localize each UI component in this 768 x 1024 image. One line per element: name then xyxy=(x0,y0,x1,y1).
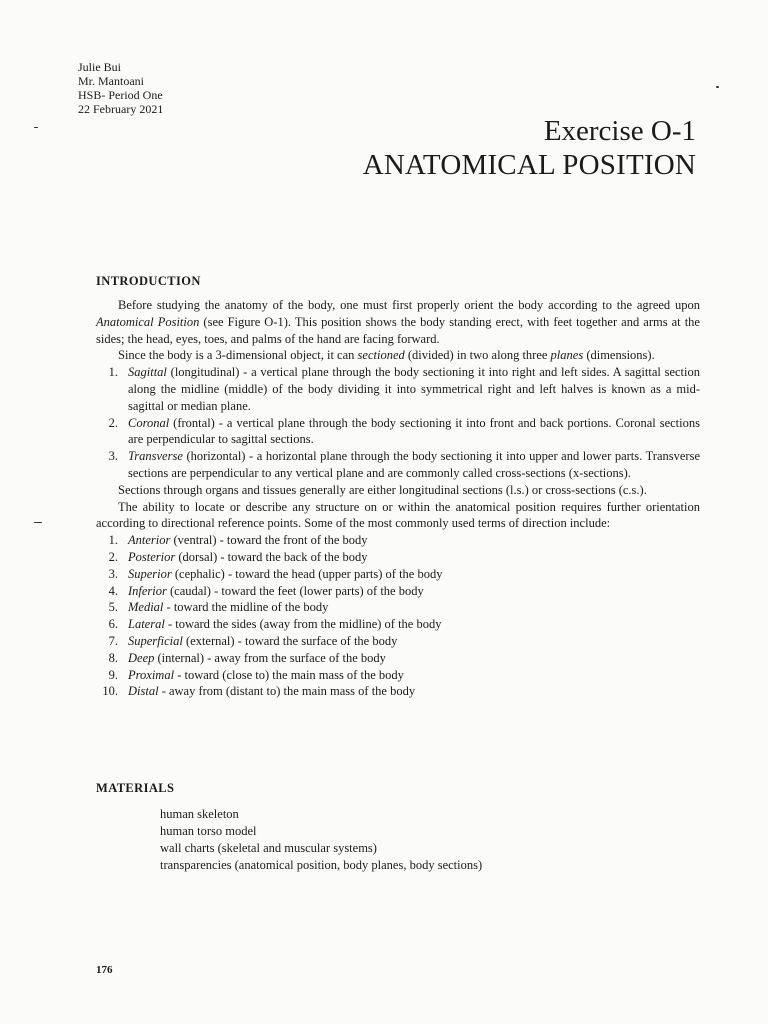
list-item: wall charts (skeletal and muscular systems) xyxy=(160,841,377,855)
planes-list xyxy=(96,364,700,482)
student-header xyxy=(78,60,163,116)
list-item: 7. Superficial (external) - toward the surface of the body xyxy=(108,633,398,648)
intro-paragraph-1: Before studying the anatomy of the body, one must first properly orient the body according to the agreed upon Anatomical Position (see Figure O-1). This position shows the body standing erect, with feet together and arms at the sides; the head, eyes, toes, and palms of the hand are facing forward. xyxy=(96,298,700,346)
exercise-topic: ANATOMICAL POSITION xyxy=(362,149,696,181)
list-item: 3. Transverse (horizontal) - a horizontal plane through the body sectioning it into upper and lower parts. Transverse sections are perpendicular to any vertical plane and are commonly called cross-sections (x-sections). xyxy=(108,449,700,480)
scan-speck xyxy=(34,522,42,523)
header-date: 22 February 2021 xyxy=(78,102,164,116)
intro-paragraph-4: The ability to locate or describe any structure on or within the anatomical position requires further orientation according to directional reference points. Some of the most commonly used terms of direction include: xyxy=(96,499,700,531)
list-item: 9. Proximal - toward (close to) the main mass of the body xyxy=(108,667,404,682)
list-item: human skeleton xyxy=(160,807,239,821)
list-item: 10. Distal - away from (distant to) the main mass of the body xyxy=(102,684,416,699)
materials-heading: MATERIALS xyxy=(96,781,175,795)
list-item: 4. Inferior (caudal) - toward the feet (lower parts) of the body xyxy=(108,583,424,598)
list-item: 2. Coronal (frontal) - a vertical plane through the body sectioning it into front and back portions. Coronal sections are perpendicular to sagittal sections. xyxy=(108,415,700,447)
scan-speck xyxy=(716,86,719,88)
list-item: human torso model xyxy=(160,824,257,838)
list-item: 3. Superior (cephalic) - toward the head (upper parts) of the body xyxy=(108,566,443,581)
student-name: Julie Bui xyxy=(78,60,122,74)
materials-list xyxy=(160,806,482,874)
intro-paragraph-2: Since the body is a 3-dimensional object, it can sectioned (divided) in two along three planes (dimensions). xyxy=(118,348,655,363)
teacher-name: Mr. Mantoani xyxy=(78,74,144,88)
introduction-heading: INTRODUCTION xyxy=(96,274,201,288)
class-period: HSB- Period One xyxy=(78,88,163,102)
list-item: 1. Sagittal (longitudinal) - a vertical plane through the body sectioning it into right and left sides. A sagittal section along the midline (middle) of the body dividing it into symmetrical right and left halves is known as a mid-sagittal or median plane. xyxy=(108,365,700,413)
list-item: 6. Lateral - toward the sides (away from the midline) of the body xyxy=(108,617,442,632)
list-item: 5. Medial - toward the midline of the body xyxy=(108,600,329,615)
intro-paragraph-3: Sections through organs and tissues generally are either longitudinal sections (l.s.) or cross-sections (c.s.). xyxy=(118,482,647,497)
scan-speck xyxy=(34,127,38,128)
list-item: 2. Posterior (dorsal) - toward the back of the body xyxy=(108,549,368,564)
exercise-title xyxy=(363,114,696,182)
page-number: 176 xyxy=(96,964,113,976)
list-item: transparencies (anatomical position, body planes, body sections) xyxy=(160,858,483,872)
list-item: 1. Anterior (ventral) - toward the front of the body xyxy=(108,533,368,548)
list-item: 8. Deep (internal) - away from the surface of the body xyxy=(108,650,386,665)
introduction-body xyxy=(96,297,700,700)
directions-list xyxy=(96,532,700,700)
exercise-number: Exercise O-1 xyxy=(543,115,696,147)
